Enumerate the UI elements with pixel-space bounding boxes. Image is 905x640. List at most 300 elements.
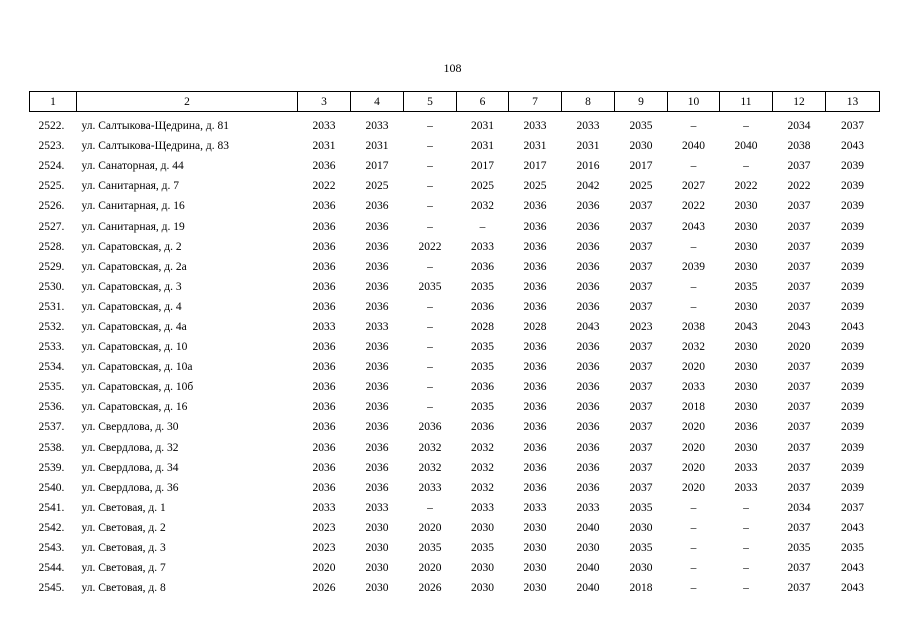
year-cell: 2020 (312, 562, 336, 575)
year-cell: 2030 (734, 441, 758, 454)
year-cell: – (427, 220, 433, 233)
row-number-cell: 2538. (38, 441, 65, 454)
year-cell: 2037 (787, 401, 811, 414)
year-cell: 2036 (471, 260, 494, 273)
year-cell: 2037 (629, 260, 653, 273)
year-cell: 2033 (418, 481, 442, 494)
row-number-cell: 2536. (38, 401, 65, 414)
year-cell: 2036 (365, 421, 389, 434)
year-cell: 2022 (418, 240, 442, 253)
year-cell: 2030 (523, 521, 547, 534)
year-cell: 2036 (312, 361, 336, 374)
table-row (30, 277, 880, 297)
year-cell: 2036 (365, 401, 389, 414)
row-number-cell: 2540. (38, 481, 65, 494)
year-cell: 2027 (682, 180, 705, 193)
year-cell: 2037 (787, 200, 811, 213)
year-cell: 2025 (523, 180, 547, 193)
year-cell: 2035 (418, 542, 442, 555)
row-number-cell: 2532. (38, 320, 65, 333)
table-row (30, 317, 880, 337)
table-row (30, 257, 880, 277)
year-cell: 2036 (365, 461, 389, 474)
year-cell: 2032 (682, 341, 705, 354)
year-cell: 2037 (629, 421, 653, 434)
row-number-cell: 2533. (38, 341, 65, 354)
year-cell: – (427, 120, 433, 133)
year-cell: 2030 (734, 300, 758, 313)
year-cell: 2033 (576, 120, 600, 133)
year-cell: 2037 (787, 421, 811, 434)
year-cell: 2043 (682, 220, 705, 233)
year-cell: 2022 (787, 180, 811, 193)
year-cell: 2036 (365, 200, 389, 213)
column-header-2: 2 (77, 92, 298, 112)
address-cell: ул. Саратовская, д. 2 (81, 240, 182, 253)
table-row (30, 558, 880, 578)
year-cell: – (427, 300, 433, 313)
year-cell: 2032 (471, 441, 494, 454)
year-cell: 2036 (523, 200, 547, 213)
table-row (30, 438, 880, 458)
year-cell: 2036 (365, 481, 389, 494)
row-number-cell: 2541. (38, 501, 65, 514)
column-header-4: 4 (351, 92, 404, 112)
year-cell: – (427, 200, 433, 213)
year-cell: 2039 (841, 200, 864, 213)
row-number-cell: 2522. (38, 120, 65, 133)
year-cell: 2036 (312, 421, 336, 434)
year-cell: 2036 (523, 381, 547, 394)
address-cell: ул. Световая, д. 8 (81, 582, 166, 595)
year-cell: 2039 (841, 421, 864, 434)
year-cell: 2036 (576, 381, 600, 394)
year-cell: – (743, 582, 749, 595)
row-number-cell: 2542. (38, 521, 65, 534)
header-row (30, 92, 880, 112)
row-number-cell: 2543. (38, 542, 65, 555)
year-cell: 2037 (787, 562, 811, 575)
column-header-5: 5 (404, 92, 457, 112)
year-cell: 2023 (312, 521, 336, 534)
table-header (30, 92, 880, 112)
address-cell: ул. Санаторная, д. 44 (81, 160, 184, 173)
year-cell: 2036 (312, 441, 336, 454)
year-cell: 2036 (523, 240, 547, 253)
year-cell: – (690, 240, 697, 253)
year-cell: 2023 (629, 320, 653, 333)
table-row (30, 216, 880, 236)
year-cell: 2033 (365, 501, 389, 514)
table-row (30, 337, 880, 357)
year-cell: 2030 (629, 140, 653, 153)
year-cell: 2017 (471, 160, 494, 173)
column-header-6: 6 (457, 92, 509, 112)
year-cell: 2020 (418, 562, 442, 575)
year-cell: – (427, 401, 433, 414)
row-number-cell: 2544. (38, 562, 65, 575)
year-cell: 2036 (312, 300, 336, 313)
year-cell: 2036 (365, 260, 389, 273)
year-cell: 2036 (471, 421, 494, 434)
address-cell: ул. Саратовская, д. 2а (81, 260, 187, 273)
year-cell: – (743, 160, 749, 173)
year-cell: 2030 (523, 562, 547, 575)
year-cell: 2030 (365, 521, 389, 534)
address-cell: ул. Свердлова, д. 36 (81, 481, 179, 494)
table-row (30, 377, 880, 397)
column-header-13: 13 (826, 92, 880, 112)
table-row (30, 397, 880, 417)
year-cell: 2036 (312, 160, 336, 173)
year-cell: 2036 (523, 300, 547, 313)
year-cell: 2036 (312, 200, 336, 213)
year-cell: 2035 (841, 542, 864, 555)
year-cell: 2036 (365, 361, 389, 374)
year-cell: 2037 (841, 120, 864, 133)
column-header-7: 7 (509, 92, 562, 112)
year-cell: 2039 (841, 220, 864, 233)
year-cell: – (690, 501, 697, 514)
year-cell: 2037 (629, 341, 653, 354)
year-cell: 2030 (734, 200, 758, 213)
year-cell: 2039 (841, 280, 864, 293)
year-cell: 2030 (365, 542, 389, 555)
year-cell: 2036 (365, 381, 389, 394)
year-cell: 2037 (787, 280, 811, 293)
year-cell: 2036 (312, 381, 336, 394)
year-cell: 2036 (576, 481, 600, 494)
address-cell: ул. Световая, д. 2 (81, 521, 166, 534)
year-cell: 2032 (471, 200, 494, 213)
year-cell: 2030 (629, 562, 653, 575)
year-cell: 2037 (787, 461, 811, 474)
year-cell: 2031 (471, 140, 494, 153)
year-cell: 2036 (523, 401, 547, 414)
table-row (30, 578, 880, 598)
year-cell: 2036 (523, 481, 547, 494)
repair-schedule-table (29, 91, 880, 598)
year-cell: 2033 (682, 381, 705, 394)
address-cell: ул. Свердлова, д. 34 (81, 461, 179, 474)
year-cell: – (690, 521, 697, 534)
year-cell: 2035 (471, 341, 494, 354)
year-cell: 2036 (312, 401, 336, 414)
year-cell: 2030 (471, 521, 494, 534)
year-cell: 2031 (365, 140, 389, 153)
table-row (30, 297, 880, 317)
column-header-1: 1 (30, 92, 77, 112)
year-cell: – (427, 180, 433, 193)
year-cell: 2036 (312, 481, 336, 494)
year-cell: 2032 (471, 481, 494, 494)
year-cell: 2020 (682, 421, 705, 434)
year-cell: 2030 (734, 220, 758, 233)
year-cell: 2037 (629, 441, 653, 454)
year-cell: 2037 (629, 481, 653, 494)
table-row (30, 538, 880, 558)
year-cell: – (743, 542, 749, 555)
table-row (30, 498, 880, 518)
year-cell: 2028 (471, 320, 494, 333)
year-cell: 2033 (312, 120, 336, 133)
year-cell: 2033 (471, 501, 494, 514)
address-cell: ул. Санитарная, д. 7 (81, 180, 179, 193)
year-cell: 2020 (682, 441, 705, 454)
year-cell: 2039 (841, 240, 864, 253)
year-cell: 2035 (471, 361, 494, 374)
address-cell: ул. Саратовская, д. 10б (81, 381, 194, 394)
year-cell: 2036 (523, 441, 547, 454)
year-cell: 2035 (629, 120, 653, 133)
year-cell: – (479, 220, 486, 233)
address-cell: ул. Световая, д. 3 (81, 542, 166, 555)
year-cell: – (427, 361, 433, 374)
year-cell: 2039 (841, 300, 864, 313)
year-cell: 2040 (682, 140, 705, 153)
table-body (30, 112, 880, 599)
address-cell: ул. Саратовская, д. 16 (81, 401, 188, 414)
table-row (30, 237, 880, 257)
table-row (30, 518, 880, 538)
year-cell: 2036 (576, 300, 600, 313)
year-cell: 2043 (841, 521, 864, 534)
year-cell: 2036 (734, 421, 758, 434)
year-cell: 2036 (365, 441, 389, 454)
year-cell: – (690, 160, 697, 173)
year-cell: – (427, 341, 433, 354)
year-cell: 2036 (312, 240, 336, 253)
year-cell: 2030 (629, 521, 653, 534)
year-cell: 2040 (576, 562, 600, 575)
address-cell: ул. Световая, д. 7 (81, 562, 166, 575)
year-cell: 2039 (841, 160, 864, 173)
year-cell: 2035 (629, 501, 653, 514)
year-cell: 2025 (365, 180, 389, 193)
year-cell: 2036 (312, 280, 336, 293)
column-header-8: 8 (562, 92, 615, 112)
year-cell: 2037 (629, 300, 653, 313)
year-cell: – (427, 160, 433, 173)
year-cell: 2037 (787, 481, 811, 494)
year-cell: 2036 (523, 341, 547, 354)
year-cell: 2026 (312, 582, 336, 595)
year-cell: 2030 (523, 582, 547, 595)
year-cell: 2043 (841, 320, 864, 333)
column-header-9: 9 (615, 92, 668, 112)
year-cell: 2039 (841, 441, 864, 454)
year-cell: 2020 (682, 461, 705, 474)
year-cell: 2036 (365, 240, 389, 253)
address-cell: ул. Салтыкова-Щедрина, д. 81 (81, 120, 229, 133)
year-cell: 2036 (576, 200, 600, 213)
column-header-3: 3 (298, 92, 351, 112)
address-cell: ул. Санитарная, д. 16 (81, 200, 185, 213)
table-row (30, 478, 880, 498)
year-cell: 2037 (787, 521, 811, 534)
year-cell: 2037 (787, 260, 811, 273)
year-cell: 2033 (734, 461, 758, 474)
year-cell: – (743, 562, 749, 575)
year-cell: 2040 (576, 521, 600, 534)
year-cell: 2033 (523, 120, 547, 133)
year-cell: 2033 (576, 501, 600, 514)
year-cell: 2023 (312, 542, 336, 555)
year-cell: 2033 (523, 501, 547, 514)
year-cell: 2017 (629, 160, 653, 173)
year-cell: 2035 (471, 401, 494, 414)
year-cell: 2036 (576, 421, 600, 434)
table-row (30, 176, 880, 196)
year-cell: 2035 (629, 542, 653, 555)
year-cell: 2039 (841, 461, 864, 474)
year-cell: 2033 (365, 120, 389, 133)
year-cell: 2031 (576, 140, 600, 153)
year-cell: 2036 (576, 361, 600, 374)
year-cell: 2033 (734, 481, 758, 494)
year-cell: 2039 (841, 341, 864, 354)
year-cell: 2030 (734, 260, 758, 273)
year-cell: – (690, 562, 697, 575)
year-cell: 2036 (576, 240, 600, 253)
table-row (30, 136, 880, 156)
year-cell: 2036 (365, 300, 389, 313)
year-cell: 2037 (787, 160, 811, 173)
year-cell: 2030 (734, 341, 758, 354)
year-cell: 2043 (841, 582, 864, 595)
year-cell: 2042 (576, 180, 600, 193)
year-cell: 2017 (523, 160, 547, 173)
year-cell: 2031 (312, 140, 336, 153)
address-cell: ул. Саратовская, д. 10 (81, 341, 188, 354)
year-cell: – (427, 140, 433, 153)
year-cell: – (427, 320, 433, 333)
year-cell: – (690, 582, 697, 595)
year-cell: 2040 (734, 140, 758, 153)
year-cell: 2030 (576, 542, 600, 555)
row-number-cell: 2530. (38, 280, 65, 293)
year-cell: 2036 (523, 280, 547, 293)
row-number-cell: 2531. (38, 300, 65, 313)
address-cell: ул. Световая, д. 1 (81, 501, 166, 514)
year-cell: 2039 (841, 481, 864, 494)
column-header-12: 12 (773, 92, 826, 112)
year-cell: 2036 (523, 461, 547, 474)
year-cell: – (690, 300, 697, 313)
year-cell: 2030 (471, 562, 494, 575)
year-cell: 2020 (682, 481, 705, 494)
year-cell: 2037 (787, 582, 811, 595)
row-number-cell: 2539. (38, 461, 65, 474)
year-cell: 2037 (787, 220, 811, 233)
year-cell: 2036 (576, 341, 600, 354)
year-cell: 2043 (841, 562, 864, 575)
year-cell: 2039 (841, 381, 864, 394)
year-cell: 2032 (418, 441, 442, 454)
year-cell: 2040 (576, 582, 600, 595)
address-cell: ул. Саратовская, д. 4 (81, 300, 182, 313)
year-cell: 2043 (576, 320, 600, 333)
year-cell: – (427, 501, 433, 514)
address-cell: ул. Салтыкова-Щедрина, д. 83 (81, 140, 229, 153)
year-cell: 2039 (841, 401, 864, 414)
year-cell: 2036 (523, 260, 547, 273)
year-cell: 2033 (365, 320, 389, 333)
year-cell: 2018 (629, 582, 653, 595)
year-cell: 2037 (629, 361, 653, 374)
year-cell: 2037 (629, 401, 653, 414)
year-cell: 2036 (523, 361, 547, 374)
year-cell: 2037 (629, 280, 653, 293)
year-cell: 2033 (312, 320, 336, 333)
year-cell: 2035 (471, 542, 494, 555)
year-cell: 2036 (576, 441, 600, 454)
year-cell: 2030 (471, 582, 494, 595)
year-cell: – (743, 521, 749, 534)
year-cell: 2020 (418, 521, 442, 534)
column-header-11: 11 (720, 92, 773, 112)
year-cell: 2030 (734, 381, 758, 394)
year-cell: – (427, 260, 433, 273)
year-cell: 2034 (787, 501, 811, 514)
table-row (30, 417, 880, 437)
year-cell: 2037 (787, 240, 811, 253)
year-cell: 2030 (734, 401, 758, 414)
year-cell: 2036 (365, 280, 389, 293)
row-number-cell: 2534. (38, 361, 65, 374)
year-cell: 2037 (787, 381, 811, 394)
year-cell: 2037 (629, 461, 653, 474)
year-cell: 2031 (471, 120, 494, 133)
year-cell: 2032 (418, 461, 442, 474)
year-cell: 2016 (576, 160, 600, 173)
year-cell: 2036 (312, 220, 336, 233)
year-cell: 2036 (312, 260, 336, 273)
address-cell: ул. Свердлова, д. 30 (81, 421, 179, 434)
year-cell: 2043 (787, 320, 811, 333)
year-cell: 2022 (312, 180, 336, 193)
address-cell: ул. Саратовская, д. 10а (81, 361, 193, 374)
year-cell: 2036 (312, 341, 336, 354)
row-number-cell: 2525. (38, 180, 65, 193)
year-cell: 2022 (734, 180, 758, 193)
year-cell: 2030 (365, 562, 389, 575)
year-cell: 2036 (471, 381, 494, 394)
year-cell: 2033 (471, 240, 494, 253)
year-cell: 2039 (841, 180, 864, 193)
table-row (30, 112, 880, 137)
year-cell: 2036 (523, 421, 547, 434)
year-cell: 2028 (523, 320, 547, 333)
year-cell: 2020 (787, 341, 811, 354)
year-cell: 2036 (365, 341, 389, 354)
year-cell: 2035 (471, 280, 494, 293)
row-number-cell: 2535. (38, 381, 65, 394)
address-cell: ул. Саратовская, д. 4а (81, 320, 187, 333)
address-cell: ул. Свердлова, д. 32 (81, 441, 179, 454)
row-number-cell: 2528. (38, 240, 65, 253)
table-row (30, 357, 880, 377)
year-cell: 2039 (682, 260, 705, 273)
year-cell: 2037 (787, 361, 811, 374)
year-cell: 2030 (734, 361, 758, 374)
year-cell: 2032 (471, 461, 494, 474)
year-cell: 2037 (841, 501, 864, 514)
year-cell: 2030 (523, 542, 547, 555)
year-cell: 2036 (576, 260, 600, 273)
address-cell: ул. Саратовская, д. 3 (81, 280, 182, 293)
year-cell: 2037 (629, 240, 653, 253)
